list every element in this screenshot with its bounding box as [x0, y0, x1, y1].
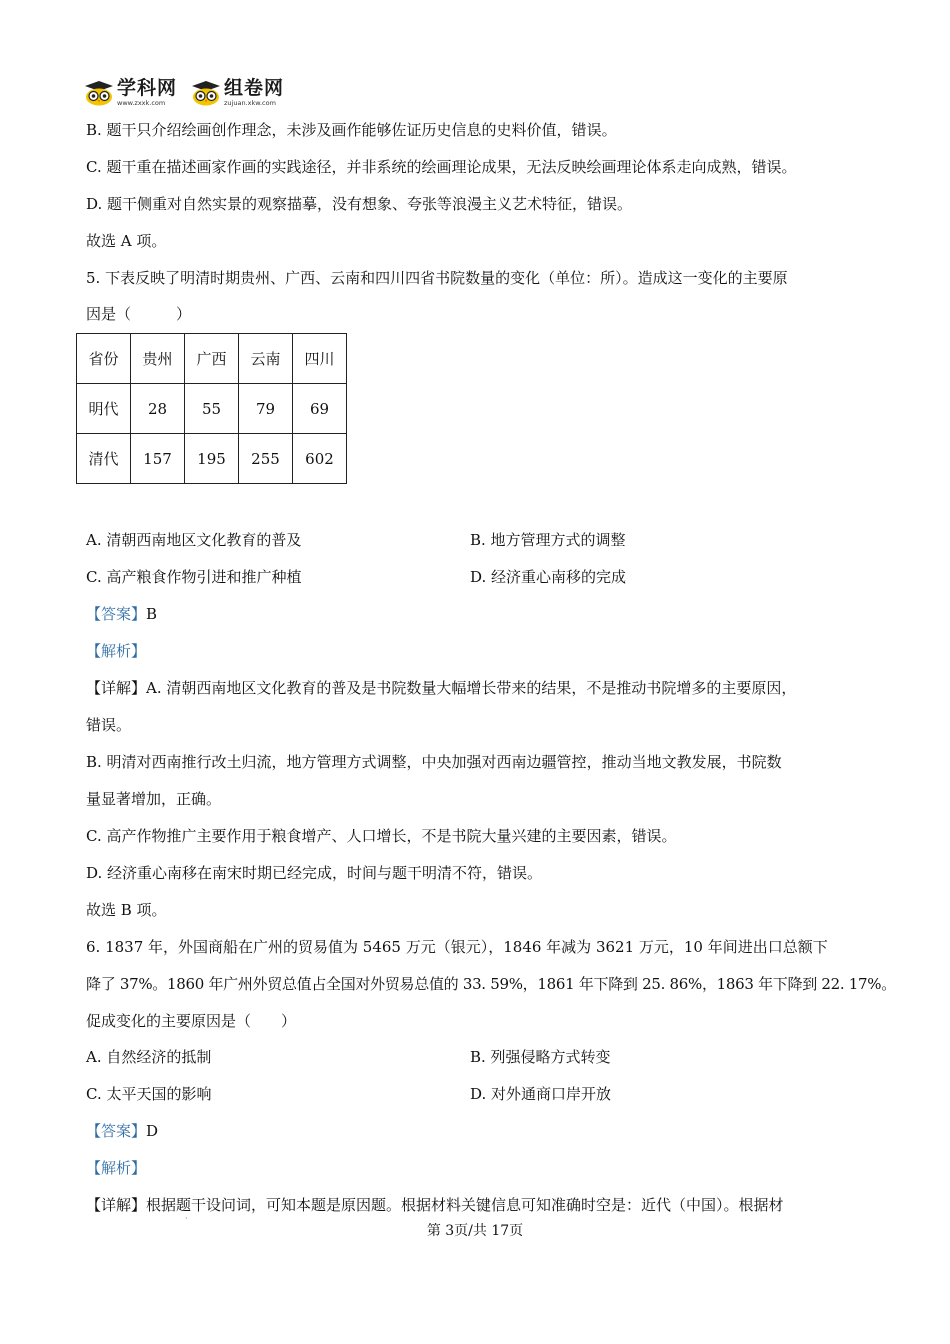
- logo-name: 组卷网: [224, 77, 285, 100]
- q5-stem-line1: 5. 下表反映了明清时期贵州、广西、云南和四川四省书院数量的变化（单位：所）。造成这一变化的主要原: [86, 269, 788, 287]
- table-cell: 79: [239, 384, 293, 434]
- q5-choose: 故选 B 项。: [86, 901, 167, 919]
- q5-option-c: C. 高产粮食作物引进和推广种植: [86, 568, 302, 586]
- table-header-cell: 省份: [77, 334, 131, 384]
- table-row: [77, 434, 347, 484]
- q6-answer: 【答案】D: [86, 1122, 159, 1140]
- prev-option-b-analysis: B. 题干只介绍绘画创作理念，未涉及画作能够佐证历史信息的史料价值，错误。: [86, 121, 617, 139]
- table-cell: 清代: [77, 434, 131, 484]
- answer-label: 答案: [101, 1122, 132, 1140]
- answer-value: B: [146, 605, 158, 623]
- detail-label: 详解: [101, 1196, 132, 1214]
- table-cell: 157: [131, 434, 185, 484]
- detail-text: A. 清朝西南地区文化教育的普及是书院数量大幅增长带来的结果，不是推动书院增多的主要原因，: [146, 679, 797, 697]
- owl-icon: [84, 80, 114, 106]
- q6-stem-line1: 6. 1837 年，外国商船在广州的贸易值为 5465 万元（银元），1846 年减为 3621 万元，10 年间进出口总额下: [86, 938, 828, 956]
- owl-icon: [191, 80, 221, 106]
- prev-option-c-analysis: C. 题干重在描述画家作画的实践途径，并非系统的绘画理论成果，无法反映绘画理论体系走向成熟，错误。: [86, 158, 797, 176]
- q6-option-d: D. 对外通商口岸开放: [470, 1085, 612, 1103]
- q5-option-b: B. 地方管理方式的调整: [470, 531, 626, 549]
- answer-value: D: [146, 1122, 159, 1140]
- q5-detail-c: C. 高产作物推广主要作用于粮食增产、人口增长，不是书院大量兴建的主要因素，错误。: [86, 827, 677, 845]
- table-row: [77, 384, 347, 434]
- academy-count-table: [76, 333, 347, 484]
- q5-stem-line2: 因是（ ）: [86, 305, 192, 323]
- answer-label: 答案: [101, 605, 132, 623]
- xuekewang-logo: [84, 79, 177, 107]
- q6-analysis-heading: 【解析】: [86, 1159, 147, 1177]
- table-header-cell: 云南: [239, 334, 293, 384]
- q5-detail-a-line2: 错误。: [86, 716, 132, 734]
- table-header-cell: 广西: [185, 334, 239, 384]
- table-header-row: [77, 334, 347, 384]
- detail-label: 详解: [101, 679, 132, 697]
- header-logos: [84, 76, 284, 110]
- q5-detail-b-line2: 量显著增加，正确。: [86, 790, 222, 808]
- logo-name: 学科网: [117, 77, 178, 100]
- table-cell: 明代: [77, 384, 131, 434]
- q5-answer: 【答案】B: [86, 605, 158, 623]
- q5-option-d: D. 经济重心南移的完成: [470, 568, 627, 586]
- q5-analysis-heading: 【解析】: [86, 642, 147, 660]
- logo-url: zujuan.xkw.com: [224, 99, 276, 108]
- q6-stem-line3: 促成变化的主要原因是（ ）: [86, 1012, 297, 1030]
- table-cell: 255: [239, 434, 293, 484]
- table-cell: 55: [185, 384, 239, 434]
- q6-stem-line2: 降了 37%。1860 年广州外贸总值占全国对外贸易总值的 33. 59%，1861 年下降到 25. 86%，1863 年下降到 22. 17%。: [86, 975, 896, 993]
- table-cell: 602: [293, 434, 347, 484]
- table-header-cell: 贵州: [131, 334, 185, 384]
- zujuanwang-logo: [191, 79, 284, 107]
- q6-option-a: A. 自然经济的抵制: [86, 1048, 212, 1066]
- table-cell: 195: [185, 434, 239, 484]
- table-cell: 69: [293, 384, 347, 434]
- q5-detail-b-line1: B. 明清对西南推行改土归流，地方管理方式调整，中央加强对西南边疆管控，推动当地文教发展，书院数: [86, 753, 782, 771]
- prev-choose: 故选 A 项。: [86, 232, 167, 250]
- q6-detail-line1: 【详解】根据题干设问词，可知本题是原因题。根据材料关键信息可知准确时空是：近代（中国）。根据材: [86, 1196, 784, 1214]
- analysis-label: 解析: [101, 642, 132, 660]
- analysis-label: 解析: [101, 1159, 132, 1177]
- q5-detail-a-line1: 【详解】A. 清朝西南地区文化教育的普及是书院数量大幅增长带来的结果，不是推动书院增多的主要原因，: [86, 679, 797, 697]
- logo-url: www.zxxk.com: [117, 99, 166, 108]
- q5-option-a: A. 清朝西南地区文化教育的普及: [86, 531, 302, 549]
- page-mark: ·: [185, 1214, 188, 1223]
- q6-option-c: C. 太平天国的影响: [86, 1085, 212, 1103]
- q5-detail-d: D. 经济重心南移在南宋时期已经完成，时间与题干明清不符，错误。: [86, 864, 543, 882]
- table-header-cell: 四川: [293, 334, 347, 384]
- detail-text: 根据题干设问词，可知本题是原因题。根据材料关键信息可知准确时空是：近代（中国）。根据材: [146, 1196, 784, 1214]
- table-cell: 28: [131, 384, 185, 434]
- page-footer: 第 3页/共 17页: [426, 1223, 524, 1239]
- q6-option-b: B. 列强侵略方式转变: [470, 1048, 611, 1066]
- prev-option-d-analysis: D. 题干侧重对自然实景的观察描摹，没有想象、夸张等浪漫主义艺术特征，错误。: [86, 195, 633, 213]
